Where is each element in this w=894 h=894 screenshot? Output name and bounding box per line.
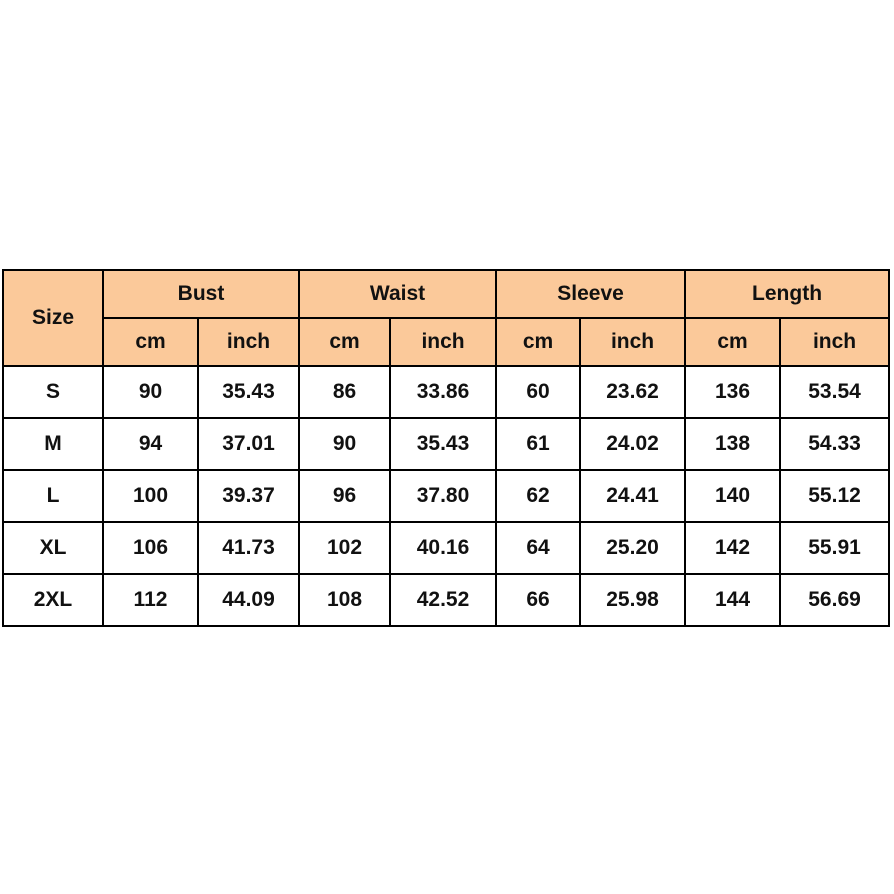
waist-inch-cell: 37.80 <box>390 470 496 522</box>
waist-inch-header: inch <box>390 318 496 366</box>
bust-header: Bust <box>103 270 299 318</box>
bust-cm-cell: 106 <box>103 522 198 574</box>
length-cm-header: cm <box>685 318 780 366</box>
table-row <box>3 470 889 522</box>
table-body <box>3 366 889 626</box>
sleeve-inch-cell: 23.62 <box>580 366 685 418</box>
sleeve-header: Sleeve <box>496 270 685 318</box>
sleeve-inch-cell: 24.41 <box>580 470 685 522</box>
waist-cm-header: cm <box>299 318 390 366</box>
sleeve-inch-header: inch <box>580 318 685 366</box>
sleeve-cm-cell: 60 <box>496 366 580 418</box>
length-cm-cell: 140 <box>685 470 780 522</box>
table-row <box>3 418 889 470</box>
header-unit-row <box>3 318 889 366</box>
length-inch-header: inch <box>780 318 889 366</box>
waist-inch-cell: 42.52 <box>390 574 496 626</box>
waist-inch-cell: 35.43 <box>390 418 496 470</box>
length-inch-cell: 55.12 <box>780 470 889 522</box>
length-cm-cell: 136 <box>685 366 780 418</box>
waist-cm-cell: 102 <box>299 522 390 574</box>
bust-inch-cell: 41.73 <box>198 522 299 574</box>
waist-cm-cell: 96 <box>299 470 390 522</box>
size-cell: L <box>3 470 103 522</box>
length-header: Length <box>685 270 889 318</box>
bust-cm-cell: 94 <box>103 418 198 470</box>
bust-cm-cell: 90 <box>103 366 198 418</box>
sleeve-inch-cell: 25.20 <box>580 522 685 574</box>
size-cell: S <box>3 366 103 418</box>
bust-inch-cell: 37.01 <box>198 418 299 470</box>
table-row <box>3 522 889 574</box>
size-header: Size <box>3 270 103 366</box>
size-cell: 2XL <box>3 574 103 626</box>
table-row <box>3 366 889 418</box>
size-chart-table <box>2 269 890 627</box>
bust-cm-cell: 112 <box>103 574 198 626</box>
length-inch-cell: 53.54 <box>780 366 889 418</box>
length-cm-cell: 144 <box>685 574 780 626</box>
waist-inch-cell: 33.86 <box>390 366 496 418</box>
length-cm-cell: 138 <box>685 418 780 470</box>
size-cell: M <box>3 418 103 470</box>
length-inch-cell: 54.33 <box>780 418 889 470</box>
waist-cm-cell: 86 <box>299 366 390 418</box>
waist-header: Waist <box>299 270 496 318</box>
table-row <box>3 574 889 626</box>
sleeve-cm-cell: 64 <box>496 522 580 574</box>
length-inch-cell: 55.91 <box>780 522 889 574</box>
bust-inch-cell: 44.09 <box>198 574 299 626</box>
length-inch-cell: 56.69 <box>780 574 889 626</box>
sleeve-cm-cell: 62 <box>496 470 580 522</box>
sleeve-cm-cell: 61 <box>496 418 580 470</box>
waist-cm-cell: 90 <box>299 418 390 470</box>
bust-inch-cell: 35.43 <box>198 366 299 418</box>
sleeve-cm-cell: 66 <box>496 574 580 626</box>
bust-inch-header: inch <box>198 318 299 366</box>
bust-cm-cell: 100 <box>103 470 198 522</box>
length-cm-cell: 142 <box>685 522 780 574</box>
sleeve-cm-header: cm <box>496 318 580 366</box>
size-cell: XL <box>3 522 103 574</box>
table-header <box>3 270 889 366</box>
waist-inch-cell: 40.16 <box>390 522 496 574</box>
waist-cm-cell: 108 <box>299 574 390 626</box>
bust-cm-header: cm <box>103 318 198 366</box>
sleeve-inch-cell: 25.98 <box>580 574 685 626</box>
header-group-row <box>3 270 889 318</box>
bust-inch-cell: 39.37 <box>198 470 299 522</box>
sleeve-inch-cell: 24.02 <box>580 418 685 470</box>
